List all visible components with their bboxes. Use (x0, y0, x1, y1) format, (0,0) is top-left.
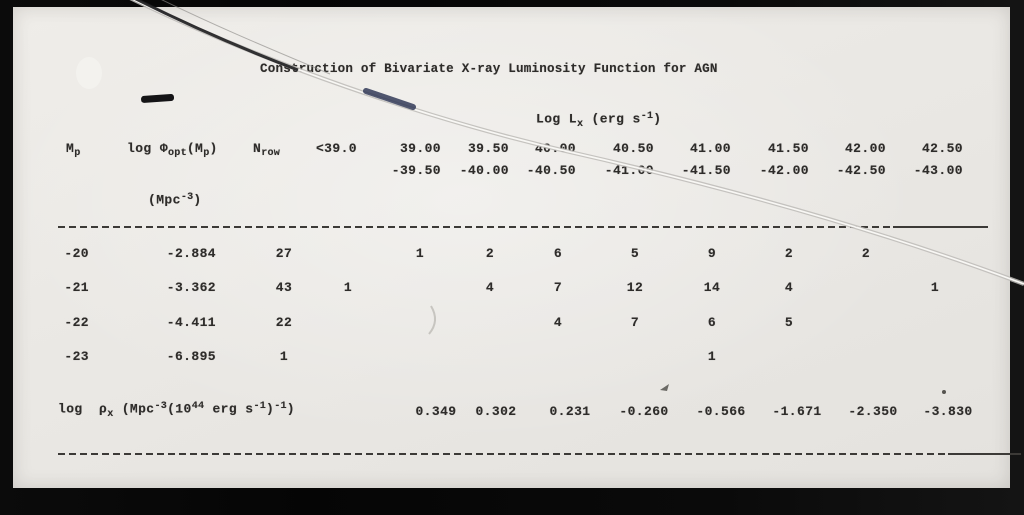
row-2-nrow: 22 (275, 315, 293, 330)
row-0-count-7: 2 (861, 246, 871, 261)
row-0-log-phi: -2.884 (166, 246, 216, 261)
col-header-mp: $M_p$ (66, 141, 81, 160)
dashed-rule-bottom (58, 453, 948, 455)
col-header-bin-8: 42.50 (921, 141, 963, 156)
row-0-count-3: 6 (553, 246, 563, 261)
row-0-count-1: 1 (415, 246, 425, 261)
col-header-bin-4-lo: -41.00 (604, 163, 654, 178)
row-2-log-phi: -4.411 (166, 315, 216, 330)
paper-sheet (13, 7, 1010, 488)
density-value-5: -1.671 (772, 404, 822, 419)
row-1-count-8: 1 (930, 280, 940, 295)
col-header-bin-7-lo: -42.50 (836, 163, 886, 178)
density-value-2: 0.231 (549, 404, 591, 419)
density-value-6: -2.350 (848, 404, 898, 419)
density-value-3: -0.260 (619, 404, 669, 419)
row-2-mp: -22 (64, 315, 89, 330)
lx-axis-title: Log $L_x$ (erg $s^{-1}$) (536, 111, 662, 130)
col-header-bin-1: 39.00 (399, 141, 441, 156)
col-header-phi-units: (Mpc$^{-3}$) (148, 192, 202, 208)
row-0-count-2: 2 (485, 246, 495, 261)
row-2-count-6: 5 (784, 315, 794, 330)
density-value-4: -0.566 (696, 404, 746, 419)
row-0-count-4: 5 (630, 246, 640, 261)
row-3-nrow: 1 (279, 349, 289, 364)
col-header-bin-2-lo: -40.00 (459, 163, 509, 178)
row-1-count-4: 12 (626, 280, 644, 295)
row-3-mp: -23 (64, 349, 89, 364)
row-0-count-5: 9 (707, 246, 717, 261)
col-header-bin-4: 40.50 (612, 141, 654, 156)
col-header-bin-1-lo: -39.50 (391, 163, 441, 178)
col-header-bin-5: 41.00 (689, 141, 731, 156)
row-2-count-5: 6 (707, 315, 717, 330)
density-value-1: 0.302 (475, 404, 517, 419)
rule-top-solid-end (893, 226, 988, 228)
row-1-count-6: 4 (784, 280, 794, 295)
col-header-bin-8-lo: -43.00 (913, 163, 963, 178)
col-header-bin-7: 42.00 (844, 141, 886, 156)
col-header-nrow: $N_{row}$ (253, 141, 281, 160)
density-value-0: 0.349 (415, 404, 457, 419)
col-header-bin-6: 41.50 (767, 141, 809, 156)
dashed-rule-top (58, 226, 893, 228)
col-header-bin-0: <39.0 (315, 141, 357, 156)
row-3-log-phi: -6.895 (166, 349, 216, 364)
row-1-nrow: 43 (275, 280, 293, 295)
col-header-bin-5-lo: -41.50 (681, 163, 731, 178)
page-title: Construction of Bivariate X-ray Luminosity Function for AGN (260, 62, 718, 76)
row-0-count-6: 2 (784, 246, 794, 261)
row-1-count-2: 4 (485, 280, 495, 295)
col-header-bin-3-lo: -40.50 (526, 163, 576, 178)
rule-bottom-solid-end (948, 453, 1021, 455)
density-value-7: -3.830 (923, 404, 973, 419)
row-3-count-5: 1 (707, 349, 717, 364)
row-0-mp: -20 (64, 246, 89, 261)
row-1-log-phi: -3.362 (166, 280, 216, 295)
row-1-mp: -21 (64, 280, 89, 295)
row-0-nrow: 27 (275, 246, 293, 261)
col-header-bin-6-lo: -42.00 (759, 163, 809, 178)
row-1-count-0: 1 (343, 280, 353, 295)
row-1-count-5: 14 (703, 280, 721, 295)
row-2-count-3: 4 (553, 315, 563, 330)
density-row-label: $\log \rho_x$ ($Mpc^{-3}(10^{44}$ erg $s^{-1})^{-1}$) (58, 401, 295, 420)
row-1-count-3: 7 (553, 280, 563, 295)
col-header-log-phi-opt: $\log \Phi_{opt}(M_p)$ (127, 141, 218, 160)
col-header-bin-3: 40.00 (534, 141, 576, 156)
row-2-count-4: 7 (630, 315, 640, 330)
col-header-bin-2: 39.50 (467, 141, 509, 156)
